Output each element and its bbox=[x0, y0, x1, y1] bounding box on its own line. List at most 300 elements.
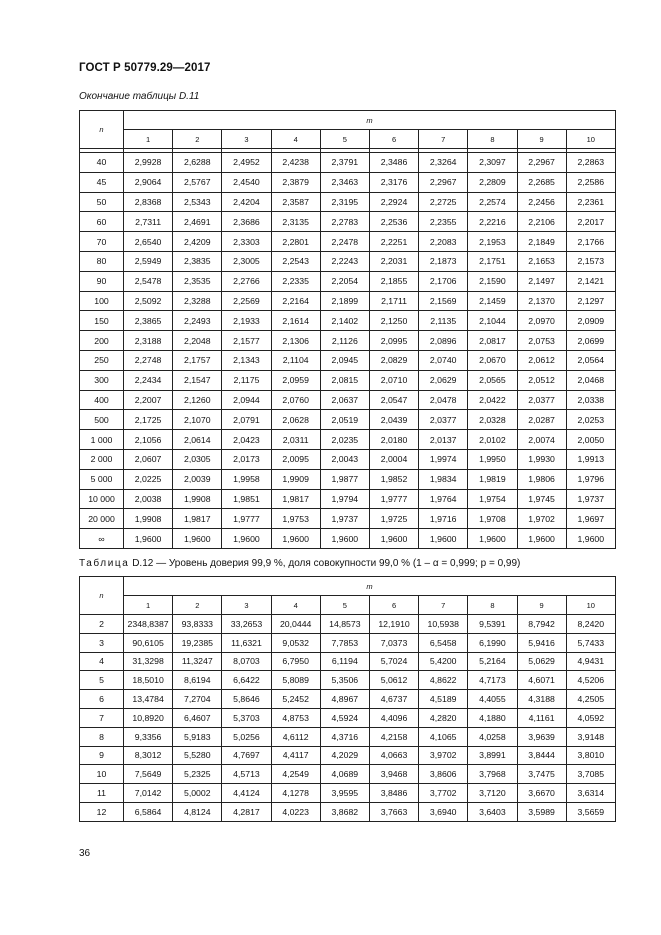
value-cell: 1,9600 bbox=[369, 529, 418, 549]
value-cell: 7,7853 bbox=[320, 633, 369, 652]
value-cell: 4,2549 bbox=[271, 765, 320, 784]
value-cell: 4,0592 bbox=[566, 708, 615, 727]
value-cell: 4,1161 bbox=[517, 708, 566, 727]
value-cell: 7,0373 bbox=[369, 633, 418, 652]
value-cell: 2,3535 bbox=[173, 271, 222, 291]
table-row bbox=[80, 370, 616, 390]
value-cell: 10,5938 bbox=[419, 615, 468, 634]
value-cell: 1,9600 bbox=[271, 529, 320, 549]
value-cell: 2,0945 bbox=[320, 350, 369, 370]
value-cell: 4,0689 bbox=[320, 765, 369, 784]
value-cell: 2,0760 bbox=[271, 390, 320, 410]
value-cell: 1,9600 bbox=[124, 529, 173, 549]
value-cell: 2,0629 bbox=[419, 370, 468, 390]
column-header: 3 bbox=[222, 596, 271, 615]
value-cell: 20,0444 bbox=[271, 615, 320, 634]
value-cell: 4,4055 bbox=[468, 690, 517, 709]
value-cell: 2,0478 bbox=[419, 390, 468, 410]
value-cell: 2,0095 bbox=[271, 449, 320, 469]
value-cell: 2,1260 bbox=[173, 390, 222, 410]
value-cell: 2,2335 bbox=[271, 271, 320, 291]
value-cell: 2,1306 bbox=[271, 331, 320, 351]
value-cell: 2,0377 bbox=[517, 390, 566, 410]
value-cell: 4,4117 bbox=[271, 746, 320, 765]
value-cell: 9,5391 bbox=[468, 615, 517, 634]
value-cell: 2,0423 bbox=[222, 430, 271, 450]
row-n-cell: 5 bbox=[80, 671, 124, 690]
m-group-header: m bbox=[124, 111, 616, 130]
value-cell: 1,9913 bbox=[566, 449, 615, 469]
value-cell: 2,0074 bbox=[517, 430, 566, 450]
value-cell: 2,2536 bbox=[369, 212, 418, 232]
value-cell: 11,3247 bbox=[173, 652, 222, 671]
value-cell: 2,1766 bbox=[566, 232, 615, 252]
value-cell: 2,2783 bbox=[320, 212, 369, 232]
value-cell: 5,0612 bbox=[369, 671, 418, 690]
value-cell: 2,2164 bbox=[271, 291, 320, 311]
value-cell: 2,0970 bbox=[517, 311, 566, 331]
value-cell: 2,7311 bbox=[124, 212, 173, 232]
value-cell: 8,3012 bbox=[124, 746, 173, 765]
value-cell: 5,9183 bbox=[173, 727, 222, 746]
value-cell: 2,1497 bbox=[517, 271, 566, 291]
value-cell: 2,0043 bbox=[320, 449, 369, 469]
value-cell: 1,9817 bbox=[271, 489, 320, 509]
column-header: 9 bbox=[517, 596, 566, 615]
value-cell: 3,9595 bbox=[320, 784, 369, 803]
table-row bbox=[80, 802, 616, 821]
value-cell: 2,0038 bbox=[124, 489, 173, 509]
column-header: 5 bbox=[320, 130, 369, 149]
value-cell: 5,0629 bbox=[517, 652, 566, 671]
value-cell: 6,4607 bbox=[173, 708, 222, 727]
value-cell: 1,9716 bbox=[419, 509, 468, 529]
value-cell: 2,9064 bbox=[124, 172, 173, 192]
row-n-cell: 11 bbox=[80, 784, 124, 803]
value-cell: 2,0791 bbox=[222, 410, 271, 430]
value-cell: 6,5864 bbox=[124, 802, 173, 821]
value-cell: 1,9950 bbox=[468, 449, 517, 469]
value-cell: 2,1421 bbox=[566, 271, 615, 291]
value-cell: 3,8010 bbox=[566, 746, 615, 765]
value-cell: 2,0628 bbox=[271, 410, 320, 430]
table-d11 bbox=[79, 110, 616, 549]
table1-caption: Окончание таблицы D.11 bbox=[79, 91, 200, 102]
column-header-row bbox=[80, 596, 616, 615]
value-cell: 2,1706 bbox=[419, 271, 468, 291]
row-n-cell: 3 bbox=[80, 633, 124, 652]
value-cell: 4,8967 bbox=[320, 690, 369, 709]
value-cell: 12,1910 bbox=[369, 615, 418, 634]
value-cell: 3,5659 bbox=[566, 802, 615, 821]
value-cell: 2,1757 bbox=[173, 350, 222, 370]
value-cell: 4,9431 bbox=[566, 652, 615, 671]
value-cell: 3,7968 bbox=[468, 765, 517, 784]
table-row bbox=[80, 509, 616, 529]
table-row bbox=[80, 727, 616, 746]
value-cell: 1,9764 bbox=[419, 489, 468, 509]
value-cell: 1,9600 bbox=[173, 529, 222, 549]
value-cell: 4,2820 bbox=[419, 708, 468, 727]
value-cell: 1,9908 bbox=[173, 489, 222, 509]
row-n-cell: 300 bbox=[80, 370, 124, 390]
value-cell: 3,6940 bbox=[419, 802, 468, 821]
value-cell: 2,1250 bbox=[369, 311, 418, 331]
table-row bbox=[80, 291, 616, 311]
value-cell: 2,3835 bbox=[173, 251, 222, 271]
table-row bbox=[80, 311, 616, 331]
value-cell: 8,2420 bbox=[566, 615, 615, 634]
table-row bbox=[80, 652, 616, 671]
value-cell: 2,6288 bbox=[173, 153, 222, 173]
value-cell: 1,9600 bbox=[320, 529, 369, 549]
value-cell: 1,9600 bbox=[517, 529, 566, 549]
value-cell: 2,5092 bbox=[124, 291, 173, 311]
table-row bbox=[80, 489, 616, 509]
row-n-cell: 150 bbox=[80, 311, 124, 331]
value-cell: 2,1135 bbox=[419, 311, 468, 331]
value-cell: 2,3791 bbox=[320, 153, 369, 173]
value-cell: 2,4238 bbox=[271, 153, 320, 173]
value-cell: 2,1899 bbox=[320, 291, 369, 311]
value-cell: 2,9928 bbox=[124, 153, 173, 173]
value-cell: 2,0137 bbox=[419, 430, 468, 450]
value-cell: 18,5010 bbox=[124, 671, 173, 690]
value-cell: 1,9930 bbox=[517, 449, 566, 469]
value-cell: 3,9468 bbox=[369, 765, 418, 784]
table-row bbox=[80, 765, 616, 784]
value-cell: 1,9819 bbox=[468, 469, 517, 489]
value-cell: 4,5206 bbox=[566, 671, 615, 690]
value-cell: 2,2809 bbox=[468, 172, 517, 192]
value-cell: 2,0173 bbox=[222, 449, 271, 469]
value-cell: 2,2493 bbox=[173, 311, 222, 331]
column-header: 10 bbox=[566, 596, 615, 615]
value-cell: 1,9806 bbox=[517, 469, 566, 489]
value-cell: 4,0258 bbox=[468, 727, 517, 746]
value-cell: 90,6105 bbox=[124, 633, 173, 652]
value-cell: 2,3879 bbox=[271, 172, 320, 192]
value-cell: 3,8444 bbox=[517, 746, 566, 765]
value-cell: 2,0377 bbox=[419, 410, 468, 430]
value-cell: 2,1547 bbox=[173, 370, 222, 390]
value-cell: 2,1711 bbox=[369, 291, 418, 311]
value-cell: 2,3288 bbox=[173, 291, 222, 311]
value-cell: 2,0338 bbox=[566, 390, 615, 410]
value-cell: 2,1297 bbox=[566, 291, 615, 311]
value-cell: 2,0305 bbox=[173, 449, 222, 469]
value-cell: 2,0422 bbox=[468, 390, 517, 410]
value-cell: 2,4691 bbox=[173, 212, 222, 232]
column-header: 1 bbox=[124, 130, 173, 149]
value-cell: 2,3264 bbox=[419, 153, 468, 173]
value-cell: 2,0547 bbox=[369, 390, 418, 410]
value-cell: 2,0699 bbox=[566, 331, 615, 351]
table-row bbox=[80, 746, 616, 765]
value-cell: 2,1370 bbox=[517, 291, 566, 311]
value-cell: 2,5767 bbox=[173, 172, 222, 192]
value-cell: 2,2569 bbox=[222, 291, 271, 311]
value-cell: 9,0532 bbox=[271, 633, 320, 652]
value-cell: 2,0817 bbox=[468, 331, 517, 351]
value-cell: 2,0225 bbox=[124, 469, 173, 489]
column-header: 7 bbox=[419, 130, 468, 149]
value-cell: 2,0519 bbox=[320, 410, 369, 430]
table-row bbox=[80, 529, 616, 549]
row-n-cell: 80 bbox=[80, 251, 124, 271]
row-n-cell: 12 bbox=[80, 802, 124, 821]
value-cell: 2,2216 bbox=[468, 212, 517, 232]
row-n-cell: 5 000 bbox=[80, 469, 124, 489]
value-cell: 2,2355 bbox=[419, 212, 468, 232]
document-header: ГОСТ Р 50779.29—2017 bbox=[79, 62, 211, 74]
row-n-cell: 400 bbox=[80, 390, 124, 410]
value-cell: 6,1194 bbox=[320, 652, 369, 671]
value-cell: 2,0753 bbox=[517, 331, 566, 351]
value-cell: 1,9737 bbox=[566, 489, 615, 509]
value-cell: 4,0223 bbox=[271, 802, 320, 821]
value-cell: 2,4204 bbox=[222, 192, 271, 212]
table2-caption bbox=[79, 558, 520, 569]
value-cell: 93,8333 bbox=[173, 615, 222, 634]
value-cell: 2,0050 bbox=[566, 430, 615, 450]
value-cell: 2,1343 bbox=[222, 350, 271, 370]
value-cell: 2,0235 bbox=[320, 430, 369, 450]
value-cell: 5,2325 bbox=[173, 765, 222, 784]
value-cell: 7,5649 bbox=[124, 765, 173, 784]
table-d12 bbox=[79, 576, 616, 822]
value-cell: 3,8682 bbox=[320, 802, 369, 821]
value-cell: 2,5478 bbox=[124, 271, 173, 291]
table-row bbox=[80, 251, 616, 271]
value-cell: 2,0959 bbox=[271, 370, 320, 390]
table-row bbox=[80, 449, 616, 469]
value-cell: 1,9851 bbox=[222, 489, 271, 509]
value-cell: 4,2817 bbox=[222, 802, 271, 821]
row-n-cell: 500 bbox=[80, 410, 124, 430]
value-cell: 4,7697 bbox=[222, 746, 271, 765]
value-cell: 1,9834 bbox=[419, 469, 468, 489]
row-n-cell: 50 bbox=[80, 192, 124, 212]
value-cell: 2,1855 bbox=[369, 271, 418, 291]
table-row bbox=[80, 784, 616, 803]
value-cell: 2,0565 bbox=[468, 370, 517, 390]
column-header: 2 bbox=[173, 130, 222, 149]
value-cell: 2,5949 bbox=[124, 251, 173, 271]
row-n-cell: 8 bbox=[80, 727, 124, 746]
value-cell: 2,2924 bbox=[369, 192, 418, 212]
value-cell: 4,7173 bbox=[468, 671, 517, 690]
value-cell: 4,5713 bbox=[222, 765, 271, 784]
table-row bbox=[80, 192, 616, 212]
row-n-cell: 70 bbox=[80, 232, 124, 252]
value-cell: 2,1459 bbox=[468, 291, 517, 311]
value-cell: 2,2543 bbox=[271, 251, 320, 271]
value-cell: 3,9702 bbox=[419, 746, 468, 765]
table-row bbox=[80, 469, 616, 489]
value-cell: 2,2586 bbox=[566, 172, 615, 192]
value-cell: 1,9600 bbox=[419, 529, 468, 549]
value-cell: 2,2361 bbox=[566, 192, 615, 212]
value-cell: 2,5343 bbox=[173, 192, 222, 212]
value-cell: 3,7702 bbox=[419, 784, 468, 803]
value-cell: 1,9745 bbox=[517, 489, 566, 509]
value-cell: 2,1573 bbox=[566, 251, 615, 271]
value-cell: 2,0607 bbox=[124, 449, 173, 469]
value-cell: 1,9725 bbox=[369, 509, 418, 529]
value-cell: 19,2385 bbox=[173, 633, 222, 652]
value-cell: 2,0311 bbox=[271, 430, 320, 450]
row-n-cell: 200 bbox=[80, 331, 124, 351]
value-cell: 5,9416 bbox=[517, 633, 566, 652]
value-cell: 4,6112 bbox=[271, 727, 320, 746]
row-n-cell: 100 bbox=[80, 291, 124, 311]
value-cell: 3,7475 bbox=[517, 765, 566, 784]
value-cell: 2,0468 bbox=[566, 370, 615, 390]
table-row bbox=[80, 271, 616, 291]
value-cell: 1,9794 bbox=[320, 489, 369, 509]
value-cell: 2,1653 bbox=[517, 251, 566, 271]
column-header: 7 bbox=[419, 596, 468, 615]
value-cell: 1,9777 bbox=[222, 509, 271, 529]
value-cell: 33,2653 bbox=[222, 615, 271, 634]
value-cell: 1,9908 bbox=[124, 509, 173, 529]
value-cell: 2,2083 bbox=[419, 232, 468, 252]
value-cell: 5,2164 bbox=[468, 652, 517, 671]
table-row bbox=[80, 172, 616, 192]
value-cell: 2,1873 bbox=[419, 251, 468, 271]
value-cell: 6,6422 bbox=[222, 671, 271, 690]
value-cell: 1,9753 bbox=[271, 509, 320, 529]
value-cell: 2,2017 bbox=[566, 212, 615, 232]
value-cell: 2,1590 bbox=[468, 271, 517, 291]
value-cell: 3,9148 bbox=[566, 727, 615, 746]
value-cell: 2,3865 bbox=[124, 311, 173, 331]
value-cell: 7,0142 bbox=[124, 784, 173, 803]
value-cell: 31,3298 bbox=[124, 652, 173, 671]
column-header: 5 bbox=[320, 596, 369, 615]
column-header: 4 bbox=[271, 596, 320, 615]
value-cell: 2,0612 bbox=[517, 350, 566, 370]
row-n-cell: 10 000 bbox=[80, 489, 124, 509]
row-n-cell: 10 bbox=[80, 765, 124, 784]
value-cell: 7,2704 bbox=[173, 690, 222, 709]
value-cell: 2,1577 bbox=[222, 331, 271, 351]
value-cell: 13,4784 bbox=[124, 690, 173, 709]
value-cell: 2,1953 bbox=[468, 232, 517, 252]
value-cell: 2348,8387 bbox=[124, 615, 173, 634]
value-cell: 2,2967 bbox=[517, 153, 566, 173]
value-cell: 4,2505 bbox=[566, 690, 615, 709]
value-cell: 5,4200 bbox=[419, 652, 468, 671]
value-cell: 2,2748 bbox=[124, 350, 173, 370]
value-cell: 2,2007 bbox=[124, 390, 173, 410]
value-cell: 4,1065 bbox=[419, 727, 468, 746]
value-cell: 4,1278 bbox=[271, 784, 320, 803]
value-cell: 4,8622 bbox=[419, 671, 468, 690]
value-cell: 2,4540 bbox=[222, 172, 271, 192]
value-cell: 2,3188 bbox=[124, 331, 173, 351]
value-cell: 2,2434 bbox=[124, 370, 173, 390]
row-n-cell: 60 bbox=[80, 212, 124, 232]
table-row bbox=[80, 671, 616, 690]
value-cell: 10,8920 bbox=[124, 708, 173, 727]
value-cell: 2,3005 bbox=[222, 251, 271, 271]
value-cell: 2,1751 bbox=[468, 251, 517, 271]
value-cell: 1,9958 bbox=[222, 469, 271, 489]
value-cell: 5,0256 bbox=[222, 727, 271, 746]
value-cell: 1,9777 bbox=[369, 489, 418, 509]
value-cell: 4,6071 bbox=[517, 671, 566, 690]
table-row bbox=[80, 212, 616, 232]
value-cell: 2,0287 bbox=[517, 410, 566, 430]
value-cell: 2,8368 bbox=[124, 192, 173, 212]
value-cell: 2,1126 bbox=[320, 331, 369, 351]
row-n-cell: ∞ bbox=[80, 529, 124, 549]
value-cell: 2,2456 bbox=[517, 192, 566, 212]
row-n-cell: 250 bbox=[80, 350, 124, 370]
value-cell: 4,8124 bbox=[173, 802, 222, 821]
value-cell: 2,4952 bbox=[222, 153, 271, 173]
value-cell: 5,3506 bbox=[320, 671, 369, 690]
value-cell: 1,9708 bbox=[468, 509, 517, 529]
value-cell: 5,7024 bbox=[369, 652, 418, 671]
table2-caption-prefix: Таблица bbox=[79, 558, 130, 569]
column-header: 1 bbox=[124, 596, 173, 615]
value-cell: 2,2685 bbox=[517, 172, 566, 192]
value-cell: 2,0180 bbox=[369, 430, 418, 450]
value-cell: 2,2967 bbox=[419, 172, 468, 192]
table-row bbox=[80, 615, 616, 634]
value-cell: 3,8991 bbox=[468, 746, 517, 765]
value-cell: 2,1569 bbox=[419, 291, 468, 311]
value-cell: 2,2243 bbox=[320, 251, 369, 271]
value-cell: 2,1056 bbox=[124, 430, 173, 450]
row-n-cell: 4 bbox=[80, 652, 124, 671]
value-cell: 1,9852 bbox=[369, 469, 418, 489]
column-header: 8 bbox=[468, 596, 517, 615]
value-cell: 2,3097 bbox=[468, 153, 517, 173]
value-cell: 1,9600 bbox=[222, 529, 271, 549]
value-cell: 2,0944 bbox=[222, 390, 271, 410]
value-cell: 3,7663 bbox=[369, 802, 418, 821]
value-cell: 2,0253 bbox=[566, 410, 615, 430]
column-header: 4 bbox=[271, 130, 320, 149]
row-n-cell: 40 bbox=[80, 153, 124, 173]
row-n-cell: 90 bbox=[80, 271, 124, 291]
value-cell: 1,9600 bbox=[566, 529, 615, 549]
value-cell: 2,2801 bbox=[271, 232, 320, 252]
value-cell: 2,3463 bbox=[320, 172, 369, 192]
value-cell: 2,0328 bbox=[468, 410, 517, 430]
value-cell: 2,1104 bbox=[271, 350, 320, 370]
page-number: 36 bbox=[79, 848, 91, 859]
table-row bbox=[80, 410, 616, 430]
row-n-cell: 45 bbox=[80, 172, 124, 192]
value-cell: 8,6194 bbox=[173, 671, 222, 690]
row-n-cell: 6 bbox=[80, 690, 124, 709]
table-row bbox=[80, 232, 616, 252]
value-cell: 8,0703 bbox=[222, 652, 271, 671]
table-row bbox=[80, 390, 616, 410]
value-cell: 2,1402 bbox=[320, 311, 369, 331]
table2-body bbox=[80, 615, 616, 822]
value-cell: 2,0740 bbox=[419, 350, 468, 370]
value-cell: 14,8573 bbox=[320, 615, 369, 634]
value-cell: 1,9817 bbox=[173, 509, 222, 529]
value-cell: 2,2478 bbox=[320, 232, 369, 252]
value-cell: 2,2766 bbox=[222, 271, 271, 291]
